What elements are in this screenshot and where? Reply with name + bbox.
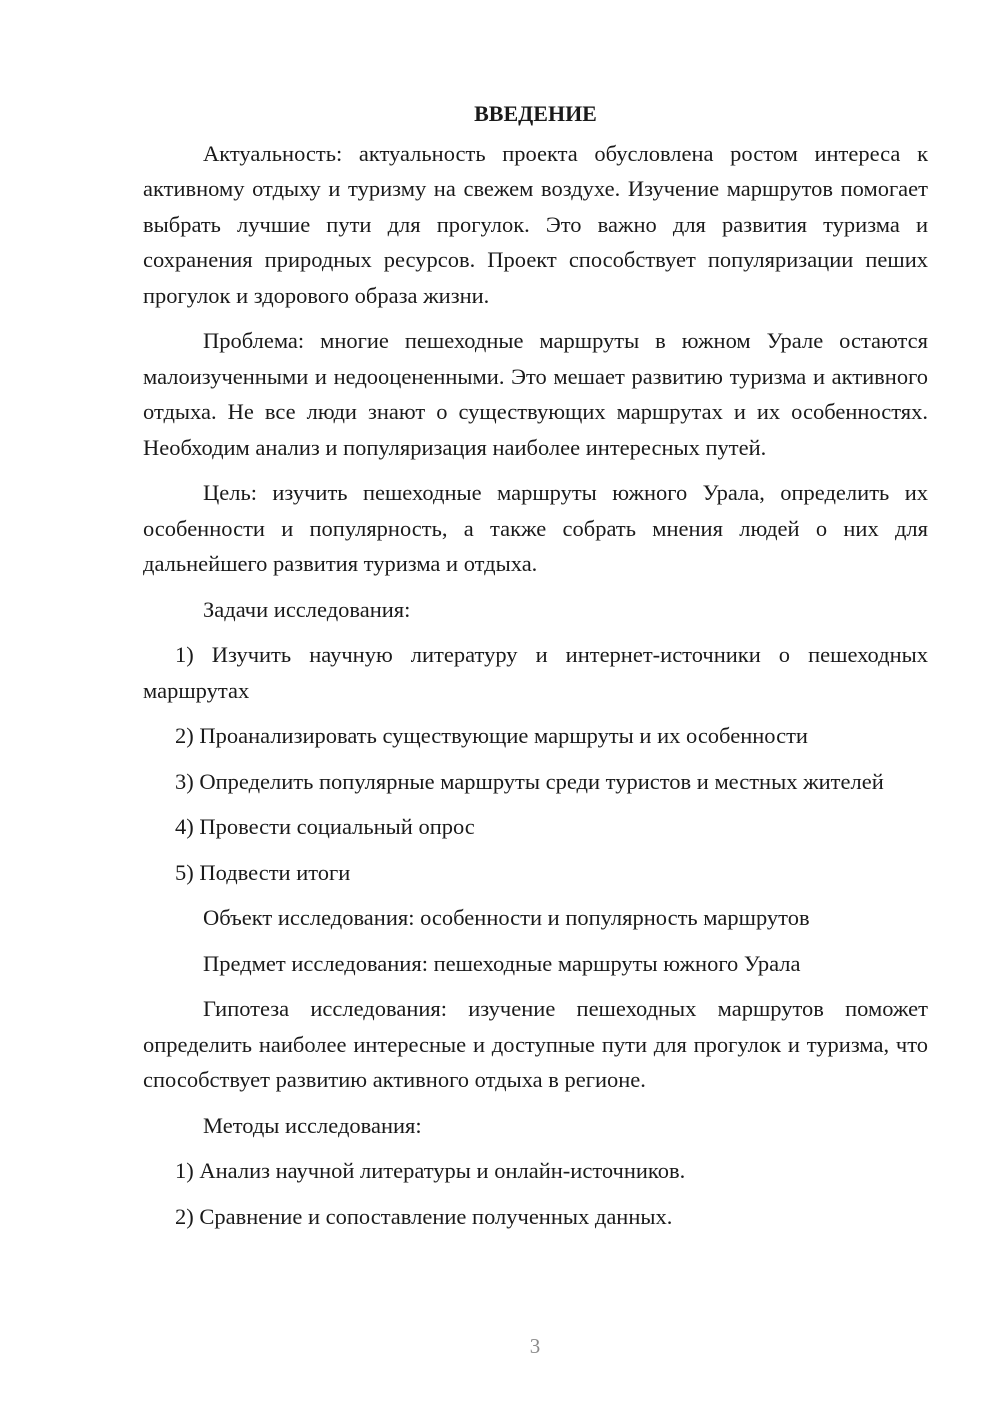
task-item: 4) Провести социальный опрос <box>175 814 475 839</box>
task-item: 2) Проанализировать существующие маршруты и их особенности <box>175 723 808 748</box>
page-number: 3 <box>529 1334 541 1358</box>
page-content <box>143 96 928 1244</box>
problem-paragraph: Проблема: многие пешеходные маршруты в южном Урале остаются малоизученными и недооцененными. Это мешает развитию туризма и активного отдыха. Не все люди знают о существующих маршрутах и их особенностях. Необходим анализ и популяризация наиболее интересных путей. <box>143 328 928 460</box>
section-heading: ВВЕДЕНИЕ <box>474 101 597 126</box>
hypothesis-paragraph: Гипотеза исследования: изучение пешеходных маршрутов поможет определить наиболее интересные и доступные пути для прогулок и туризма, что способствует развитию активного отдыха в регионе. <box>143 996 928 1092</box>
method-item: 2) Сравнение и сопоставление полученных данных. <box>175 1203 673 1229</box>
research-object: Объект исследования: особенности и популярность маршрутов <box>203 905 810 930</box>
tasks-title: Задачи исследования: <box>203 596 411 622</box>
task-item: 1) Изучить научную литературу и интернет-источники о пешеходных маршрутах <box>143 642 928 703</box>
relevance-paragraph: Актуальность: актуальность проекта обусловлена ростом интереса к активному отдыху и туризму на свежем воздухе. Изучение маршрутов помогает выбрать лучшие пути для прогулок. Это важно для развития туризма и сохранения природных ресурсов. Проект способствует популяризации пеших прогулок и здорового образа жизни. <box>143 140 928 308</box>
research-subject: Предмет исследования: пешеходные маршруты южного Урала <box>203 950 801 976</box>
task-item: 5) Подвести итоги <box>175 859 351 885</box>
task-item: 3) Определить популярные маршруты среди туристов и местных жителей <box>175 768 884 794</box>
method-item: 1) Анализ научной литературы и онлайн-источников. <box>175 1158 686 1183</box>
methods-title: Методы исследования: <box>203 1112 422 1138</box>
goal-paragraph: Цель: изучить пешеходные маршруты южного Урала, определить их особенности и популярность, а также собрать мнения людей о них для дальнейшего развития туризма и отдыха. <box>143 480 928 576</box>
